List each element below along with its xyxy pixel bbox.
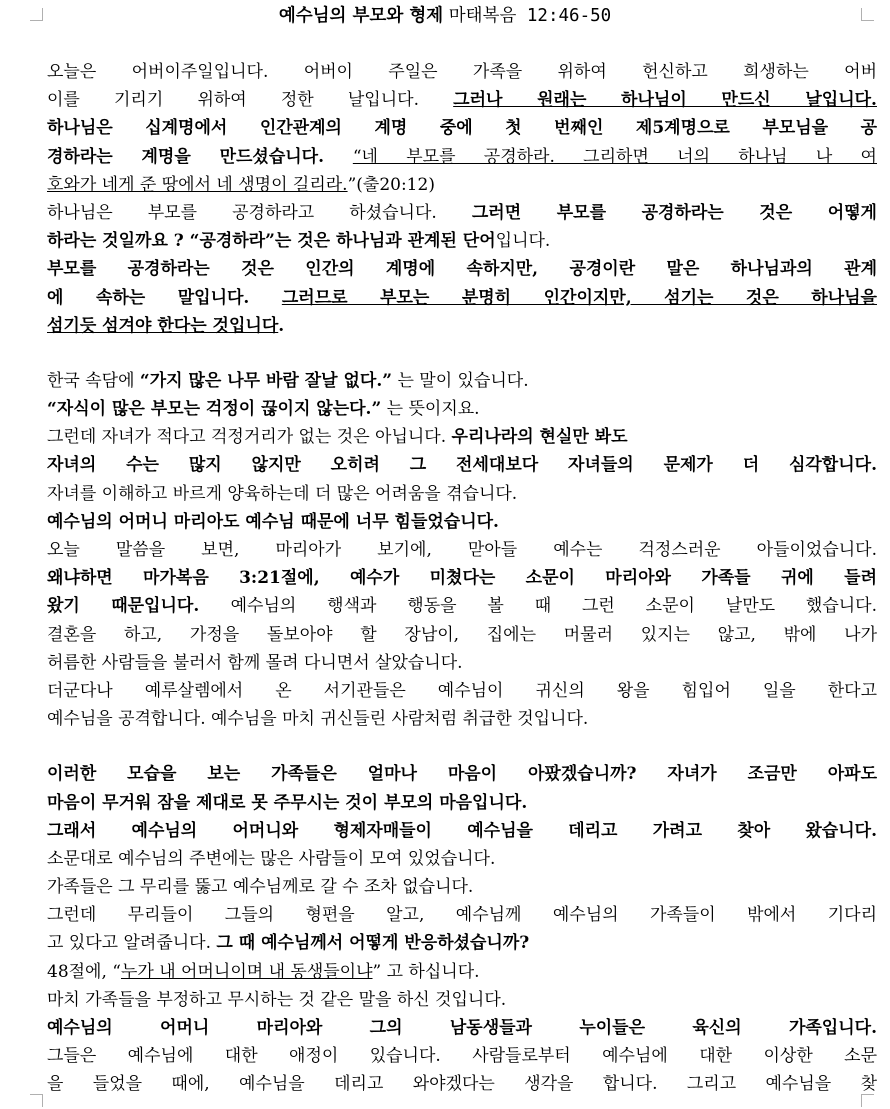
text-line [47, 284, 877, 312]
text-line [47, 114, 877, 142]
text-run: 마치 가족들을 부정하고 무시하는 것 같은 말을 하신 것입니다. [47, 989, 507, 1010]
text-run: 마음이 무거워 잠을 제대로 못 주무시는 것이 부모의 마음입니다. [47, 792, 528, 813]
text-run: 누가 내 어머니이며 내 동생들이냐 [120, 961, 373, 982]
text-run: 결혼을 하고, 가정을 돌보아야 할 장남이, 집에는 머물러 있지는 않고, 밖에 나가 [47, 624, 877, 645]
text-run: 예수님의 행색과 행동을 볼 때 그런 소문이 날만도 했습니다. [230, 596, 877, 617]
text-line [47, 873, 877, 901]
text-run: 그러면 부모를 공경하라는 것은 어떻게 [471, 202, 877, 223]
text-run: 고 있다고 알려줍니다. [47, 933, 217, 954]
text-run: 는 뜻이지요. [381, 399, 480, 420]
text-line [47, 199, 877, 227]
text-run: 그래서 예수님의 어머니와 형제자매들이 예수님을 데리고 가려고 찾아 왔습니다. [47, 820, 877, 841]
text-run: 그런데 자녀가 적다고 걱정거리가 없는 것은 아닙니다. [47, 427, 452, 448]
text-line [47, 255, 877, 283]
text-run: 하나님은 부모를 공경하라고 하셨습니다. [47, 202, 472, 223]
text-line [47, 929, 877, 957]
text-line [47, 677, 877, 705]
sermon-title [0, 4, 890, 28]
text-run: 그런데 무리들이 그들의 형편을 알고, 예수님께 예수님의 가족들이 밖에서 기다리 [47, 905, 877, 926]
text-run: 는 말이 있습니다. [392, 370, 529, 391]
page-corner-mark-bottom-left [30, 1094, 43, 1107]
text-run: 경하라는 계명을 만드셨습니다. [47, 146, 353, 167]
sermon-body [47, 58, 877, 1099]
text-run: “네 부모를 공경하라. 그리하면 너의 하나님 나 여 [352, 146, 877, 167]
text-line [47, 564, 877, 592]
text-line [47, 986, 877, 1014]
text-line [47, 1014, 877, 1042]
text-run: 자녀의 수는 많지 않지만 오히려 그 전세대보다 자녀들의 문제가 더 심각합니다. [47, 455, 877, 476]
title-main: 예수님의 부모와 형제 [278, 6, 444, 26]
text-run: 우리나라의 현실만 봐도 [451, 427, 628, 448]
text-line [47, 760, 877, 788]
text-run: 하나님은 십계명에서 인간관계의 계명 중에 첫 번째인 제5계명으로 부모님을 공 [47, 118, 877, 139]
text-run: 을 들었을 때에, 예수님을 데리고 와야겠다는 생각을 합니다. 그리고 예수님을 찾 [47, 1074, 877, 1095]
text-line [47, 395, 877, 423]
text-run: 더군다나 예루살렘에서 온 서기관들은 예수님이 귀신의 왕을 힘입어 일을 한다고 [47, 680, 877, 701]
text-run: 하라는 것일까요 ? “공경하라”는 것은 하나님과 관계된 단어 [47, 231, 496, 252]
text-run: 왜냐하면 마가복음 3:21절에, 예수가 미쳤다는 소문이 마리아와 가족들 귀에 들려 [47, 568, 877, 589]
paragraph-gap [47, 340, 877, 367]
text-line [47, 1042, 877, 1070]
text-line [47, 958, 877, 986]
text-line [47, 423, 877, 451]
text-run: 에 속하는 말입니다. [47, 287, 282, 308]
text-line [47, 649, 877, 677]
text-run: . [278, 315, 285, 336]
text-line [47, 789, 877, 817]
text-line [47, 536, 877, 564]
text-line [47, 845, 877, 873]
text-run: 섬기듯 섬겨야 한다는 것입니다 [47, 315, 279, 336]
paragraph [47, 58, 877, 340]
text-line [47, 143, 877, 171]
text-run: 48절에, “ [47, 961, 121, 982]
text-run: 호와가 네게 준 땅에서 네 생명이 길리라. [47, 174, 348, 195]
text-run: 오늘은 어버이주일입니다. 어버이 주일은 가족을 위하여 헌신하고 희생하는 어버 [47, 62, 877, 82]
text-run: 소문대로 예수님의 주변에는 많은 사람들이 모여 있었습니다. [47, 848, 496, 869]
text-run: ” 고 하십니다. [372, 961, 480, 982]
text-run: 자녀를 이해하고 바르게 양육하는데 더 많은 어려움을 겪습니다. [47, 483, 518, 504]
text-line [47, 508, 877, 536]
text-run: 그러나 원래는 하나님이 만드신 날입니다. [453, 90, 877, 111]
text-run: 이를 기리기 위하여 정한 날입니다. [47, 90, 454, 111]
text-run: 그 때 예수님께서 어떻게 반응하셨습니까? [216, 933, 530, 954]
text-line [47, 171, 877, 199]
text-run: 그러므로 부모는 분명히 인간이지만, 섬기는 것은 하나님을 [281, 287, 877, 308]
text-line [47, 817, 877, 845]
text-run: 가족들은 그 무리를 뚫고 예수님께로 갈 수 조차 없습니다. [47, 877, 474, 898]
text-line [47, 367, 877, 395]
text-run: 예수님의 어머니 마리아도 예수님 때문에 너무 힘들었습니다. [47, 511, 499, 532]
text-run: “자식이 많은 부모는 걱정이 끊이지 않는다.” [47, 399, 382, 420]
text-run: “가지 많은 나무 바람 잘날 없다.” [139, 370, 393, 391]
text-line [47, 480, 877, 508]
text-run: 부모를 공경하라는 것은 인간의 계명에 속하지만, 공경이란 말은 하나님과의 관계 [47, 259, 877, 280]
text-run: 왔기 때문입니다. [47, 596, 231, 617]
title-scripture-reference: 마태복음 12:46-50 [448, 6, 612, 26]
text-run: 이러한 모습을 보는 가족들은 얼마나 마음이 아팠겠습니까? 자녀가 조금만 아파도 [47, 764, 877, 785]
text-line [47, 227, 877, 255]
paragraph [47, 367, 877, 733]
text-line [47, 592, 877, 620]
text-run: 허름한 사람들을 불러서 함께 몰려 다니면서 살았습니다. [47, 652, 463, 673]
text-line [47, 705, 877, 733]
text-run: ”(출20:12) [347, 174, 435, 195]
text-line [47, 312, 877, 340]
text-line [47, 451, 877, 479]
text-line [47, 621, 877, 649]
text-line [47, 58, 877, 86]
text-line [47, 86, 877, 114]
text-line [47, 1070, 877, 1098]
text-run: 그들은 예수님에 대한 애정이 있습니다. 사람들로부터 예수님에 대한 이상한 소문 [47, 1046, 877, 1067]
text-run: 예수님을 공격합니다. 예수님을 마치 귀신들린 사람처럼 취급한 것입니다. [47, 709, 589, 730]
text-run: 예수님의 어머니 마리아와 그의 남동생들과 누이들은 육신의 가족입니다. [47, 1018, 877, 1038]
text-run: 오늘 말씀을 보면, 마리아가 보기에, 맏아들 예수는 걱정스러운 아들이었습니다. [47, 540, 877, 560]
paragraph [47, 760, 877, 1098]
text-run: 입니다. [495, 231, 551, 252]
text-line [47, 901, 877, 929]
paragraph-gap [47, 733, 877, 760]
text-run: 한국 속담에 [47, 370, 140, 391]
